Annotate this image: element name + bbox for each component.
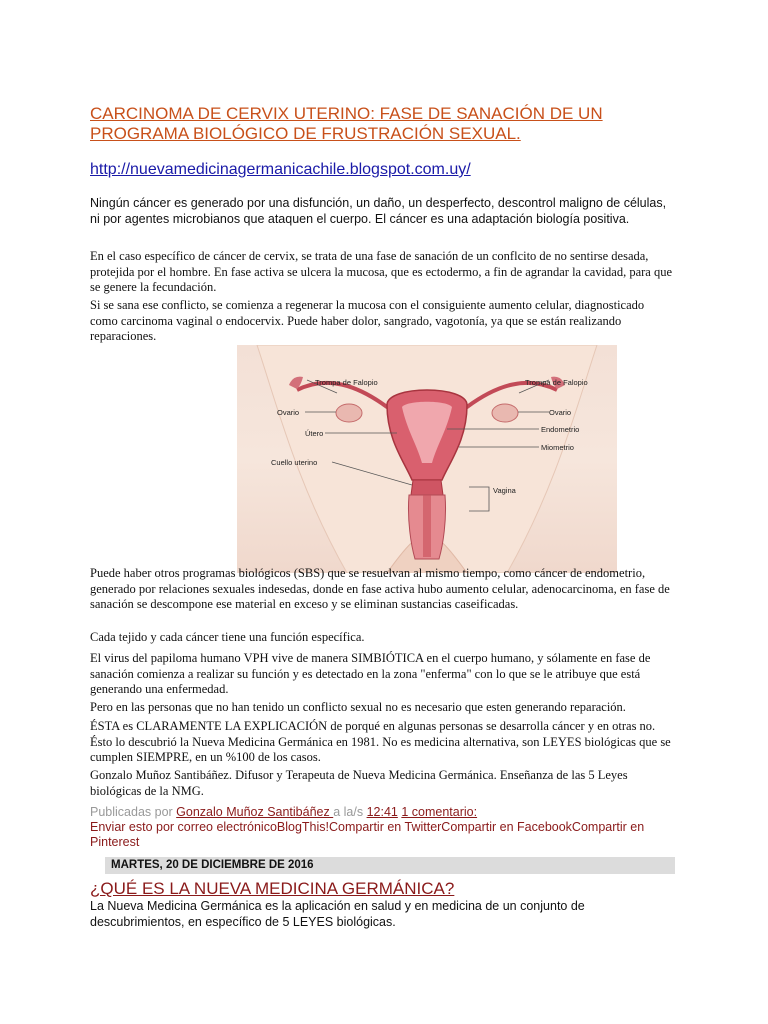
post-title[interactable]: CARCINOMA DE CERVIX UTERINO: FASE DE SANACIÓN DE UN PROGRAMA BIOLÓGICO DE FRUSTRACIÓN SEXUAL. — [90, 104, 603, 143]
label-endometrium: Endometrio — [541, 425, 580, 434]
label-myometrium: Miometrio — [541, 443, 574, 452]
paragraph-author: Gonzalo Muñoz Santibáñez. Difusor y Terapeuta de Nueva Medicina Germánica. Enseñanza de las 5 Leyes biológicas de la NMG. — [90, 768, 628, 798]
byline-prefix: Publicadas por — [90, 805, 177, 819]
label-right-ovary: Ovario — [549, 408, 572, 417]
post2-intro: La Nueva Medicina Germánica es la aplicación en salud y en medicina de un conjunto de descubrimientos, en específico de 5 LEYES biológicas. — [90, 899, 585, 929]
uterus-illustration — [237, 345, 617, 573]
uterus-anatomy-figure — [237, 345, 617, 573]
paragraph-other-programs: Puede haber otros programas biológicos (SBS) que se resuelvan al mismo tiempo, como cáncer de endometrio, generado por relaciones sexuales indesedas, donde en fase activa hubo aumento celular, adenocarcinoma, en fase de sanación se descompone ese material en exceso y se eliminan sustancias caseificadas. — [90, 566, 670, 612]
paragraph-tissue-function: Cada tejido y cada cáncer tiene una función específica. — [90, 630, 365, 644]
paragraph-no-conflict: Pero en las personas que no han tenido un conflicto sexual no es necesario que esten generando reparación. — [90, 700, 626, 714]
label-left-fallopian-tube: Trompa de Falopio — [315, 378, 378, 387]
date-header: MARTES, 20 DE DICIEMBRE DE 2016 — [105, 857, 675, 874]
label-vagina: Vagina — [493, 486, 516, 495]
comments-link[interactable]: 1 comentario: — [401, 805, 478, 819]
post-time-link[interactable]: 12:41 — [366, 805, 398, 819]
paragraph-hpv: El virus del papiloma humano VPH vive de manera SIMBIÓTICA en el cuerpo humano, y sólamente en fase de sanación comienza a realizar su función y es detectado en la zona "enferma" con lo que se le atribuye que está generando una enfermedad. — [90, 651, 651, 697]
label-cervix: Cuello uterino — [271, 458, 318, 467]
byline-middle: a la/s — [333, 805, 367, 819]
share-links[interactable]: Enviar esto por correo electrónicoBlogThis!Compartir en TwitterCompartir en FacebookCompartir en Pinterest — [90, 820, 645, 849]
label-uterus: Útero — [305, 429, 324, 438]
intro-paragraph: Ningún cáncer es generado por una disfunción, un daño, un desperfecto, descontrol maligno de células, ni por agentes microbianos que ataquen el cuerpo. El cáncer es una adaptación biología positiva. — [90, 196, 667, 226]
post-byline — [90, 805, 680, 820]
paragraph-healing: Si se sana ese conflicto, se comienza a regenerar la mucosa con el consiguiente aumento celular, diagnosticado como carcinoma vaginal o endocervix. Puede haber dolor, sangrado, vagotonía, ya que se están realizando reparaciones. — [90, 298, 645, 344]
paragraph-explanation: ÉSTA es CLARAMENTE LA EXPLICACIÓN de porqué en algunas personas se desarrolla cáncer y en otras no. Ésto lo descubrió la Nueva Medicina Germánica en 1981. No es medicina alternativa, son LEYES biológicas que se cumplen SIEMPRE, en un %100 de los casos. — [90, 719, 671, 765]
blog-url-link[interactable]: http://nuevamedicinagermanicachile.blogspot.com.uy/ — [90, 161, 471, 178]
label-right-fallopian-tube: Trompa de Falopio — [525, 378, 588, 387]
post-title-2[interactable]: ¿QUÉ ES LA NUEVA MEDICINA GERMÁNICA? — [90, 879, 455, 898]
author-link[interactable]: Gonzalo Muñoz Santibáñez — [176, 805, 334, 819]
paragraph-cervix: En el caso específico de cáncer de cervix, se trata de una fase de sanación de un conflcito de no sentirse desada, protejida por el hombre. En fase activa se ulcera la mucosa, que es ectodermo, a fin de agrandar la cavidad, para que se genere la fecundación. — [90, 249, 673, 295]
label-left-ovary: Ovario — [277, 408, 300, 417]
